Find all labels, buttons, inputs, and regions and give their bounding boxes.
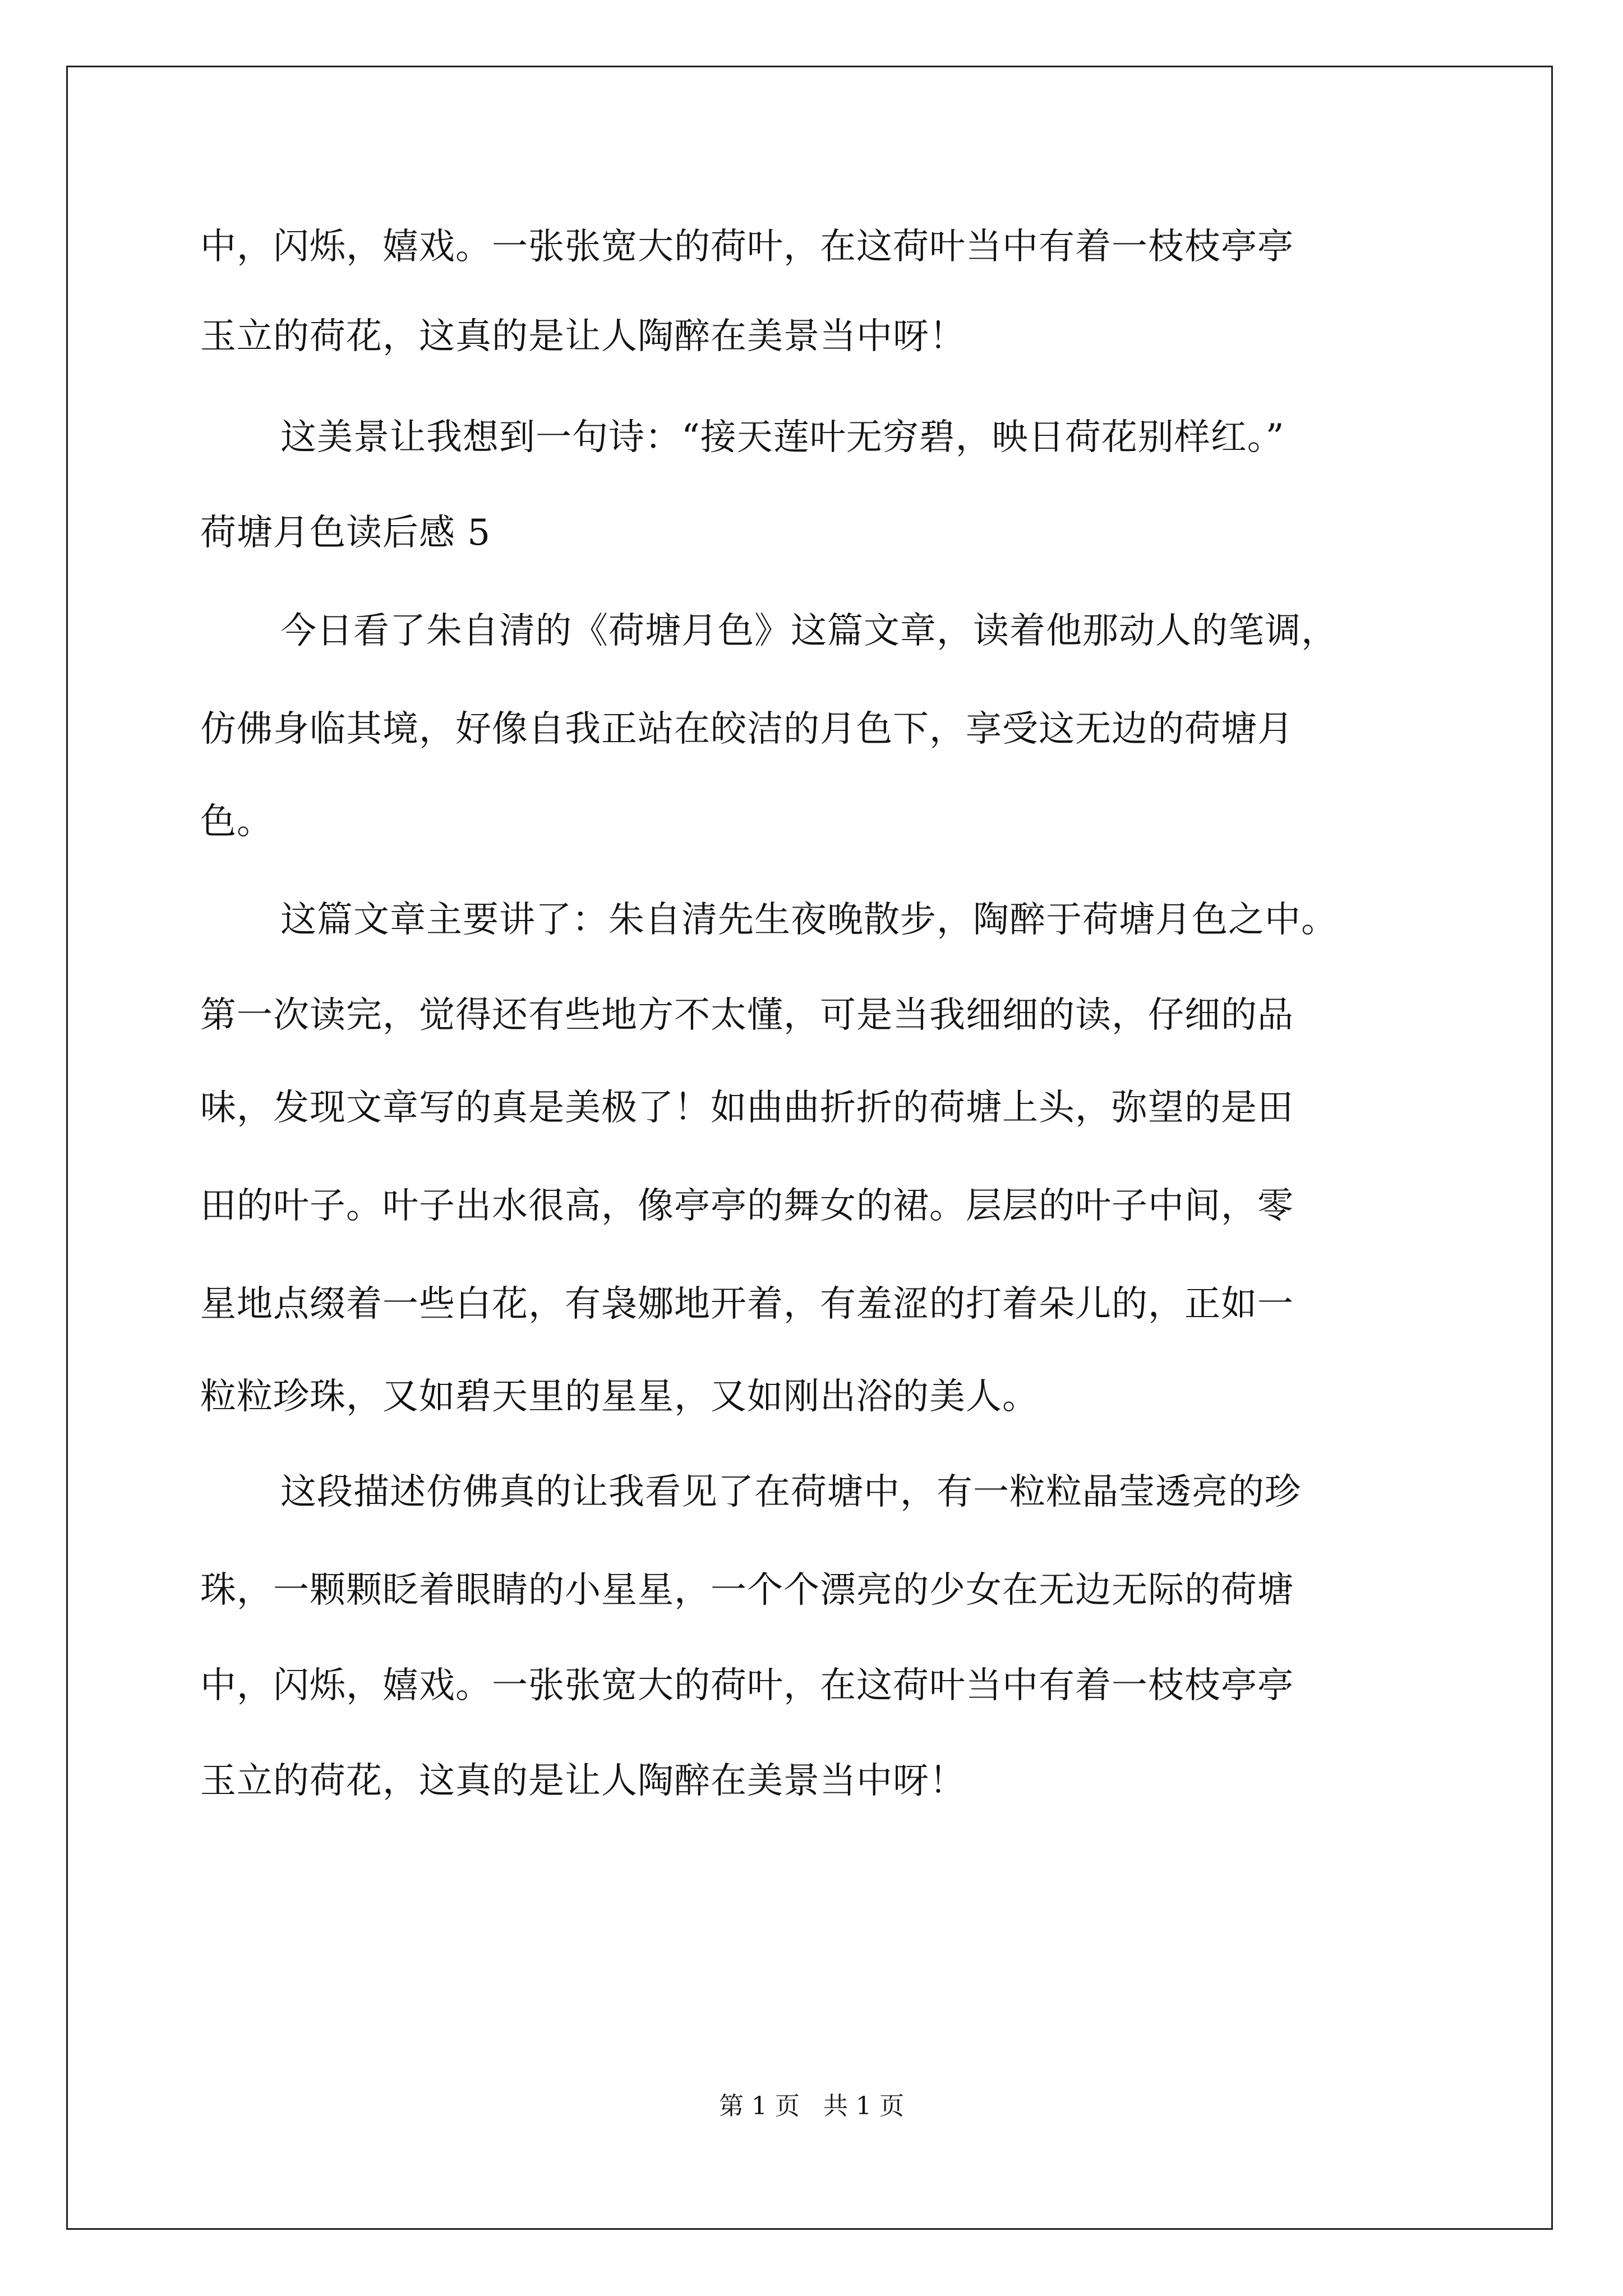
text-line: 田的叶子。叶子出水很高，像亭亭的舞女的裙。层层的叶子中间，零 <box>200 1185 1294 1227</box>
text-line: 珠，一颗颗眨着眼睛的小星星，一个个漂亮的少女在无边无际的荷塘 <box>200 1570 1294 1611</box>
text-line: 这篇文章主要讲了：朱自清先生夜晚散步，陶醉于荷塘月色之中。 <box>280 899 1338 941</box>
text-line: 第一次读完，觉得还有些地方不太懂，可是当我细细的读，仔细的品 <box>200 995 1294 1036</box>
text-line: 味，发现文章写的真是美极了！如曲曲折折的荷塘上头，弥望的是田 <box>200 1087 1294 1129</box>
text-line: 中，闪烁，嬉戏。一张张宽大的荷叶，在这荷叶当中有着一枝枝亭亭 <box>200 226 1294 268</box>
page-footer: 第 1 页 共 1 页 <box>719 2092 904 2120</box>
text-line: 粒粒珍珠，又如碧天里的星星，又如刚出浴的美人。 <box>200 1376 1039 1418</box>
text-line: 今日看了朱自清的《荷塘月色》这篇文章，读着他那动人的笔调， <box>280 610 1338 652</box>
text-line: 这段描述仿佛真的让我看见了在荷塘中，有一粒粒晶莹透亮的珍 <box>280 1471 1301 1513</box>
text-line: 玉立的荷花，这真的是让人陶醉在美景当中呀！ <box>200 1760 966 1802</box>
page-border <box>66 66 1553 2230</box>
section-heading: 荷塘月色读后感 5 <box>200 512 491 554</box>
text-line: 这美景让我想到一句诗：“接天莲叶无穷碧，映日荷花别样红。” <box>280 417 1285 458</box>
text-line: 中，闪烁，嬉戏。一张张宽大的荷叶，在这荷叶当中有着一枝枝亭亭 <box>200 1665 1294 1706</box>
text-line: 玉立的荷花，这真的是让人陶醉在美景当中呀！ <box>200 316 966 357</box>
text-line: 星地点缀着一些白花，有袅娜地开着，有羞涩的打着朵儿的，正如一 <box>200 1283 1294 1325</box>
text-line: 仿佛身临其境，好像自我正站在皎洁的月色下，享受这无边的荷塘月 <box>200 708 1294 750</box>
text-line: 色。 <box>200 801 273 843</box>
